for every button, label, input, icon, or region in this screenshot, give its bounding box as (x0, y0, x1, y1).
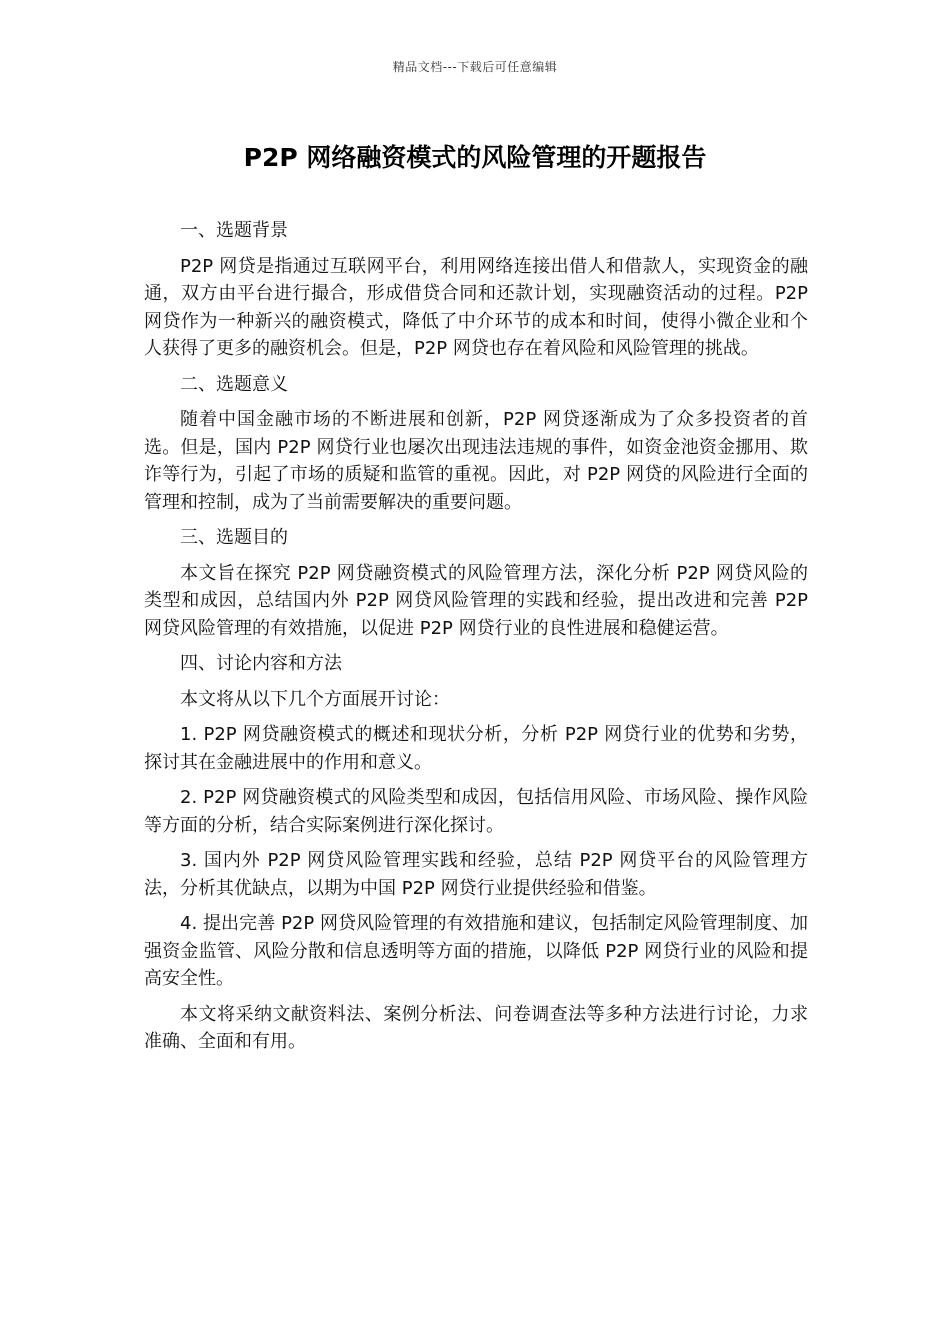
list-item-practice-experience: 3. 国内外 P2P 网贷风险管理实践和经验，总结 P2P 网贷平台的风险管理方法，分析其优缺点，以期为中国 P2P 网贷行业提供经验和借鉴。 (144, 850, 808, 899)
section-heading-content-methods: 四、讨论内容和方法 (180, 653, 342, 674)
list-item-overview: 1. P2P 网贷融资模式的概述和现状分析，分析 P2P 网贷行业的优势和劣势，探讨其在金融进展中的作用和意义。 (144, 724, 808, 773)
list-item-measures: 4. 提出完善 P2P 网贷风险管理的有效措施和建议，包括制定风险管理制度、加强资金监管、风险分散和信息透明等方面的措施，以降低 P2P 网贷行业的风险和提高安全性。 (144, 913, 808, 989)
section-intro-content-methods: 本文将从以下几个方面展开讨论： (180, 688, 450, 710)
document-title: P2P 网络融资模式的风险管理的开题报告 (243, 143, 707, 172)
section-body-significance: 随着中国金融市场的不断进展和创新，P2P 网贷逐渐成为了众多投资者的首选。但是，国内 P2P 网贷行业也屡次出现违法违规的事件，如资金池资金挪用、欺诈等行为，引起了市场的质疑和监管的重视。因此，对 P2P 网贷的风险进行全面的管理和控制，成为了当前需要解决的重要问题。 (144, 409, 808, 513)
section-body-purpose: 本文旨在探究 P2P 网贷融资模式的风险管理方法，深化分析 P2P 网贷风险的类型和成因，总结国内外 P2P 网贷风险管理的实践和经验，提出改进和完善 P2P 网贷风险管理的有效措施，以促进 P2P 网贷行业的良性进展和稳健运营。 (144, 562, 808, 639)
section-closing-methods: 本文将采纳文献资料法、案例分析法、问卷调查法等多种方法进行讨论，力求准确、全面和有用。 (144, 1003, 808, 1052)
list-item-risk-types: 2. P2P 网贷融资模式的风险类型和成因，包括信用风险、市场风险、操作风险等方面的分析，结合实际案例进行深化探讨。 (144, 787, 808, 836)
document-body (144, 217, 808, 1064)
section-heading-background: 一、选题背景 (180, 220, 288, 241)
section-heading-significance: 二、选题意义 (180, 373, 288, 395)
section-heading-purpose: 三、选题目的 (180, 527, 288, 548)
header-note: 精品文档---下载后可任意编辑 (392, 60, 558, 74)
section-body-background: P2P 网贷是指通过互联网平台，利用网络连接出借人和借款人，实现资金的融通，双方由平台进行撮合，形成借贷合同和还款计划，实现融资活动的过程。P2P 网贷作为一种新兴的融资模式，降低了中介环节的成本和时间，使得小微企业和个人获得了更多的融资机会。但是，P2P 网贷也存在着风险和风险管理的挑战。 (144, 255, 808, 359)
